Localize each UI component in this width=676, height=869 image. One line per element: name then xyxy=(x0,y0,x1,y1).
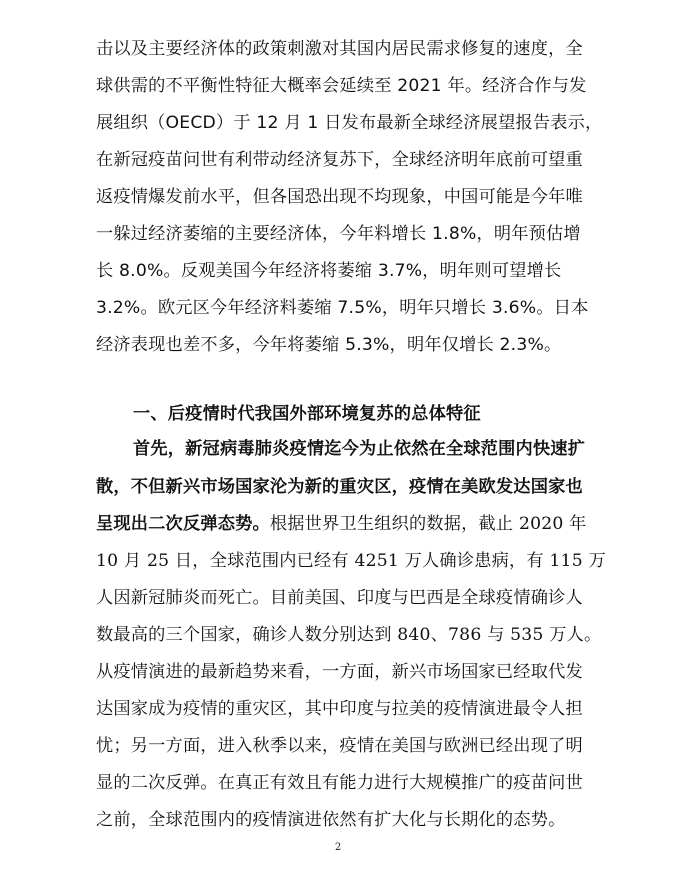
paragraph-1-line-5: 返疫情爆发前水平，但各国恐出现不均现象，中国可能是今年唯 xyxy=(96,187,583,207)
paragraph-1-line-7: 长 8.0%。反观美国今年经济将萎缩 3.7%，明年则可望增长 xyxy=(96,261,562,281)
paragraph-2-line-3-bold: 呈现出二次反弹态势。 xyxy=(96,514,270,534)
paragraph-2-line-6: 数最高的三个国家，确诊人数分别达到 840、786 与 535 万人。 xyxy=(96,625,602,645)
paragraph-2-line-9: 忧；另一方面，进入秋季以来，疫情在美国与欧洲已经出现了明 xyxy=(96,736,583,756)
section-heading: 一、后疫情时代我国外部环境复苏的总体特征 xyxy=(133,404,481,424)
paragraph-2-line-10: 显的二次反弹。在真正有效且有能力进行大规模推广的疫苗问世 xyxy=(96,773,583,793)
paragraph-1-line-2: 球供需的不平衡性特征大概率会延续至 2021 年。经济合作与发 xyxy=(96,76,587,96)
paragraph-2-line-1: 首先，新冠病毒肺炎疫情迄今为止依然在全球范围内快速扩 xyxy=(133,439,586,459)
paragraph-2-line-3 xyxy=(96,506,676,542)
paragraph-1-line-8: 3.2%。欧元区今年经济料萎缩 7.5%，明年只增长 3.6%。日本 xyxy=(96,298,589,318)
paragraph-2-line-8: 达国家成为疫情的重灾区，其中印度与拉美的疫情演进最令人担 xyxy=(96,699,583,719)
paragraph-1-line-1: 击以及主要经济体的政策刺激对其国内居民需求修复的速度，全 xyxy=(96,39,583,59)
paragraph-2-line-11: 之前，全球范围内的疫情演进依然有扩大化与长期化的态势。 xyxy=(96,810,566,830)
paragraph-2-line-4: 10 月 25 日，全球范围内已经有 4251 万人确诊患病，有 115 万 xyxy=(96,551,606,571)
paragraph-2-line-7: 从疫情演进的最新趋势来看，一方面，新兴市场国家已经取代发 xyxy=(96,662,583,682)
paragraph-2-line-5: 人因新冠肺炎而死亡。目前美国、印度与巴西是全球疫情确诊人 xyxy=(96,588,583,608)
paragraph-1-line-3: 展组织（OECD）于 12 月 1 日发布最新全球经济展望报告表示， xyxy=(96,113,603,133)
paragraph-1-line-6: 一躲过经济萎缩的主要经济体，今年料增长 1.8%，明年预估增 xyxy=(96,224,581,244)
page-number: 2 xyxy=(334,842,342,853)
paragraph-2-line-2: 散，不但新兴市场国家沦为新的重灾区，疫情在美欧发达国家也 xyxy=(96,477,583,497)
paragraph-2-line-3-normal: 根据世界卫生组织的数据，截止 2020 年 xyxy=(269,514,587,534)
paragraph-1-line-4: 在新冠疫苗问世有利带动经济复苏下，全球经济明年底前可望重 xyxy=(96,150,583,170)
paragraph-1-line-9: 经济表现也差不多，今年将萎缩 5.3%，明年仅增长 2.3%。 xyxy=(96,335,562,355)
